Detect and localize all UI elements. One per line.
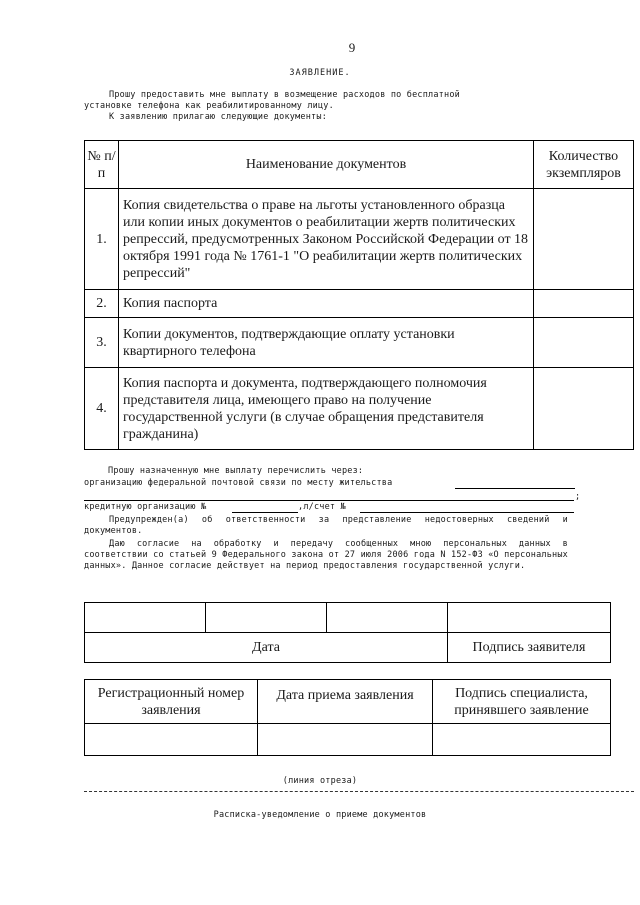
intro-line-1: Прошу предоставить мне выплату в возмещение расходов по бесплатной <box>109 90 460 100</box>
signature-input-row <box>85 603 611 633</box>
row-name: Копия паспорта <box>119 290 534 318</box>
form-title: ЗАЯВЛЕНИЕ. <box>289 68 351 78</box>
page-number: 9 <box>348 40 356 55</box>
row-num: 4. <box>85 368 119 450</box>
intro-line-2: установке телефона как реабилитированному лицу. <box>84 101 334 111</box>
reg-signature-cell[interactable] <box>433 724 611 756</box>
bank-number-line[interactable] <box>232 512 298 513</box>
date-label: Дата <box>85 633 448 663</box>
intro-line-3: К заявлению прилагаю следующие документы: <box>109 112 328 122</box>
table-row <box>85 189 634 290</box>
documents-table <box>84 140 634 450</box>
cut-line-label: (линия отреза) <box>282 776 358 786</box>
row-name: Копия паспорта и документа, подтверждающего полномочия представителя лица, имеющего право на получение государственной услуги (в случае обращения представителя гражданина) <box>119 368 534 450</box>
registration-header-row <box>85 680 611 724</box>
postal-blank-line[interactable] <box>455 488 575 489</box>
blank-line[interactable] <box>84 500 574 501</box>
row-count-cell[interactable] <box>534 290 634 318</box>
row-count-cell[interactable] <box>534 189 634 290</box>
row-num: 2. <box>85 290 119 318</box>
reg-signature-header: Подпись специалиста, принявшего заявление <box>433 680 611 724</box>
signature-table <box>84 602 611 663</box>
payment-line-2: организацию федеральной почтовой связи по месту жительства <box>84 478 393 488</box>
signature-label-row <box>85 633 611 663</box>
cut-line <box>84 791 634 792</box>
reg-date-header: Дата приема заявления <box>258 680 433 724</box>
account-label: ,л/счет № <box>298 502 346 512</box>
semicolon: ; <box>575 492 581 502</box>
payment-line-1: Прошу назначенную мне выплату перечислить через: <box>108 466 364 476</box>
receipt-title: Расписка-уведомление о приеме документов <box>213 810 427 820</box>
registration-table <box>84 679 611 756</box>
header-count: Количество экземпляров <box>534 141 634 189</box>
table-row <box>85 290 634 318</box>
reg-date-cell[interactable] <box>258 724 433 756</box>
header-name: Наименование документов <box>119 141 534 189</box>
intro-block <box>84 90 568 123</box>
table-header-row <box>85 141 634 189</box>
header-num: № п/п <box>85 141 119 189</box>
bank-label: кредитную организацию № <box>84 502 207 512</box>
date-cell[interactable] <box>85 603 206 633</box>
table-row <box>85 368 634 450</box>
row-count-cell[interactable] <box>534 318 634 368</box>
row-name: Копии документов, подтверждающие оплату установки квартирного телефона <box>119 318 534 368</box>
row-num: 1. <box>85 189 119 290</box>
consent-text: Даю согласие на обработку и передачу сообщенных мною персональных данных в соответствии со статьей 9 Федерального закона от 27 июля 2006 года N 152-ФЗ «О персональных данных». Данное согласие действует на период предоставления государственной услуги. <box>84 539 568 571</box>
registration-input-row <box>85 724 611 756</box>
signature-cell[interactable] <box>448 603 611 633</box>
row-count-cell[interactable] <box>534 368 634 450</box>
warning-text: Предупрежден(а) об ответственности за представление недостоверных сведений и документов. <box>84 515 568 536</box>
reg-number-header: Регистрационный номер заявления <box>85 680 258 724</box>
date-cell[interactable] <box>327 603 448 633</box>
date-cell[interactable] <box>206 603 327 633</box>
row-num: 3. <box>85 318 119 368</box>
table-row <box>85 318 634 368</box>
row-name: Копия свидетельства о праве на льготы установленного образца или копии иных документов о реабилитации жертв политических репрессий, предусмотренных Законом Российской Федерации от 18 октября 1991 года № 1761-1 "О реабилитации жертв политических репрессий" <box>119 189 534 290</box>
signature-label: Подпись заявителя <box>448 633 611 663</box>
account-number-line[interactable] <box>360 512 574 513</box>
reg-number-cell[interactable] <box>85 724 258 756</box>
